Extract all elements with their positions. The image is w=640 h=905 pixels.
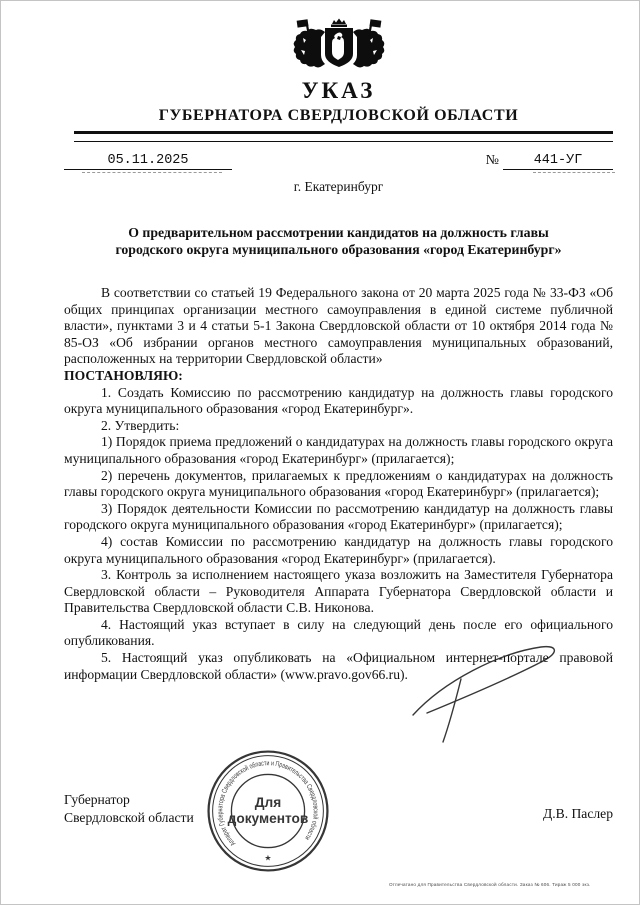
body-paragraph: 1. Создать Комиссию по рассмотрению кандидатур на должность главы городского округа муниципального образования «город Екатеринбург». bbox=[64, 384, 613, 417]
emblem-wrap bbox=[64, 18, 613, 74]
document-body bbox=[64, 285, 613, 683]
body-paragraph: 1) Порядок приема предложений о кандидатурах на должность главы городского округа муниципального образования «город Екатеринбург» (прилагается); bbox=[64, 434, 613, 466]
signatory-post bbox=[64, 791, 194, 827]
signatory-post-line2: Свердловской области bbox=[64, 810, 194, 825]
header-divider bbox=[74, 131, 613, 142]
signatory-name: Д.В. Паслер bbox=[542, 806, 613, 821]
svg-text:документов: документов bbox=[227, 811, 309, 827]
body-paragraph: ПОСТАНОВЛЯЮ: bbox=[64, 367, 183, 383]
body-paragraph: 4) состав Комиссии по рассмотрению кандидатур на должность главы городского округа муниципального образования «город Екатеринбург» (прилагается). bbox=[64, 533, 613, 566]
signatory-post-line1: Губернатор bbox=[64, 792, 130, 807]
place-line: г. Екатеринбург bbox=[293, 179, 384, 194]
date-field: 05.11.2025 bbox=[64, 153, 232, 170]
body-paragraph: 3) Порядок деятельности Комиссии по рассмотрению кандидатур на должность главы городского округа муниципального образования «город Екатеринбург» (прилагается); bbox=[64, 500, 613, 533]
document-title-line1: О предварительном рассмотрении кандидатов на должность главы bbox=[128, 225, 549, 240]
document-title-line2: городского округа муниципального образования «город Екатеринбург» bbox=[115, 242, 562, 257]
requisites-row bbox=[64, 144, 613, 170]
body-paragraph: 5. Настоящий указ опубликовать на «Официальном интернет-портале правовой информации Свердловской области» (www.pravo.gov66.ru). bbox=[64, 650, 613, 682]
signature-block bbox=[64, 791, 613, 827]
body-paragraph: 4. Настоящий указ вступает в силу на следующий день после его официального опубликования. bbox=[64, 616, 613, 649]
coat-of-arms-icon bbox=[283, 18, 395, 74]
svg-text:Аппарат Губернатора Свердловск: Аппарат Губернатора Свердловской области и Правительства Свердловской области bbox=[216, 759, 320, 848]
number-field: 441-УГ bbox=[503, 153, 613, 170]
body-paragraph: 2) перечень документов, прилагаемых к предложениям о кандидатурах на должность главы городского округа муниципального образования «город Екатеринбург» (прилагается); bbox=[64, 467, 613, 500]
svg-text:Для: Для bbox=[254, 794, 282, 810]
body-paragraph: В соответствии со статьей 19 Федерального закона от 20 марта 2025 года № 33-ФЗ «Об общих принципах организации местного самоуправления в единой системе публичной власти», пунктами 3 и 4 статьи 5-1 Закона Свердловской области от 10 октября 2014 года № 85-ОЗ «Об избрании органов местного самоуправления муниципальных образований, расположенных на территории Свердловской области» bbox=[64, 285, 613, 367]
document-title bbox=[64, 224, 613, 258]
body-paragraph: 2. Утвердить: bbox=[101, 417, 180, 433]
document-content bbox=[64, 1, 613, 683]
number-sign-label: № bbox=[485, 153, 499, 168]
printer-fine-print: Отпечатано для Правительства Свердловской области. Заказ № 606. Тираж 5 000 экз. bbox=[389, 882, 591, 887]
round-stamp-icon bbox=[205, 748, 331, 874]
stamp-star-icon: ★ bbox=[264, 853, 272, 863]
document-type-heading: УКАЗ bbox=[301, 78, 376, 103]
body-paragraph: 3. Контроль за исполнением настоящего указа возложить на Заместителя Губернатора Свердловской области – Руководителя Аппарата Губернатора Свердловской области и Правительства Свердловской области С.В. Никонова. bbox=[64, 567, 613, 616]
document-issuer-heading: ГУБЕРНАТОРА СВЕРДЛОВСКОЙ ОБЛАСТИ bbox=[158, 107, 519, 124]
